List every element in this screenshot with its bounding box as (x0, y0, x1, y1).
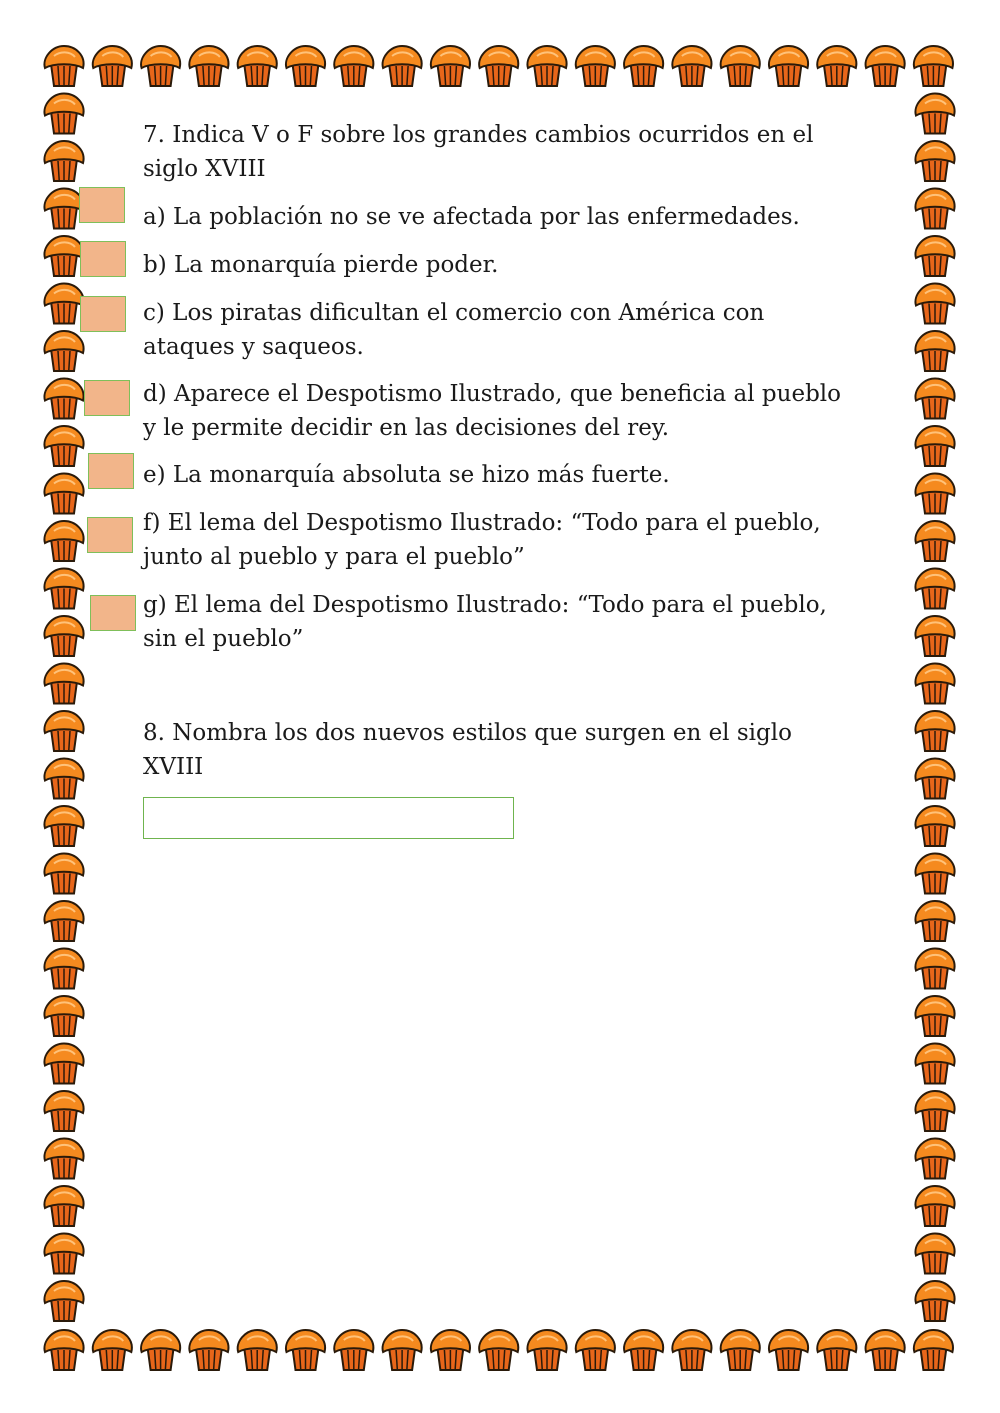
muffin-icon (915, 379, 954, 419)
muffin-icon (383, 46, 422, 86)
muffin-icon (576, 1330, 615, 1370)
muffin-icon (44, 1281, 83, 1321)
question-7-title: 7. Indica V o F sobre los grandes cambios ocurridos en el siglo XVIII (143, 122, 814, 182)
muffin-icon (624, 46, 663, 86)
question-7-item-a: a) La población no se ve afectada por las enfermedades. (143, 204, 800, 230)
muffin-icon (817, 1330, 856, 1370)
muffin-icon (44, 854, 83, 894)
muffin-icon (431, 1330, 470, 1370)
muffin-icon (286, 1330, 325, 1370)
muffin-icon (141, 46, 180, 86)
muffin-icon (915, 1044, 954, 1084)
muffin-icon (93, 46, 132, 86)
muffin-icon (915, 331, 954, 371)
muffin-icon (576, 46, 615, 86)
muffin-icon (915, 521, 954, 561)
muffin-icon (44, 379, 83, 419)
muffin-icon (672, 1330, 711, 1370)
muffin-icon (44, 616, 83, 656)
muffin-icon (44, 284, 83, 324)
muffin-icon (44, 1330, 83, 1370)
muffin-icon (915, 616, 954, 656)
muffin-icon (238, 46, 277, 86)
muffin-icon (44, 1044, 83, 1084)
muffin-icon (914, 46, 953, 86)
muffin-icon (721, 46, 760, 86)
question-8-answer-input[interactable] (143, 797, 514, 839)
muffin-icon (866, 1330, 905, 1370)
muffin-icon (915, 759, 954, 799)
muffin-icon (44, 46, 83, 86)
question-7-item-b: b) La monarquía pierde poder. (143, 252, 499, 278)
muffin-icon (44, 236, 83, 276)
muffin-icon (527, 46, 566, 86)
muffin-icon (44, 521, 83, 561)
muffin-icon (915, 854, 954, 894)
muffin-icon (817, 46, 856, 86)
muffin-icon (44, 569, 83, 609)
answer-box-g[interactable] (90, 595, 136, 631)
question-7-item-d: d) Aparece el Despotismo Ilustrado, que beneficia al pueblo y le permite decidir en las decisiones del rey. (143, 381, 842, 441)
muffin-icon (44, 189, 83, 229)
muffin-icon (915, 474, 954, 514)
muffin-icon (915, 901, 954, 941)
muffin-icon (238, 1330, 277, 1370)
muffin-icon (44, 141, 83, 181)
muffin-icon (44, 1186, 83, 1226)
muffin-icon (915, 1234, 954, 1274)
muffin-icon (915, 1281, 954, 1321)
muffin-icon (44, 996, 83, 1036)
muffin-icon (383, 1330, 422, 1370)
muffin-icon (915, 1139, 954, 1179)
muffin-icon (189, 46, 228, 86)
muffin-icon (44, 1139, 83, 1179)
question-7-item-e: e) La monarquía absoluta se hizo más fuerte. (143, 462, 670, 488)
muffin-icon (44, 664, 83, 704)
answer-box-b[interactable] (80, 241, 126, 277)
muffin-icon (44, 426, 83, 466)
muffin-icon (915, 569, 954, 609)
muffin-icon (286, 46, 325, 86)
question-7-item-g: g) El lema del Despotismo Ilustrado: “Todo para el pueblo, sin el pueblo” (143, 592, 827, 652)
muffin-icon (44, 474, 83, 514)
muffin-icon (915, 94, 954, 134)
muffin-icon (915, 806, 954, 846)
answer-box-a[interactable] (79, 187, 125, 223)
muffin-icon (915, 996, 954, 1036)
answer-box-f[interactable] (87, 517, 133, 553)
muffin-icon (527, 1330, 566, 1370)
muffin-icon (44, 759, 83, 799)
muffin-icon (672, 46, 711, 86)
muffin-icon (915, 1091, 954, 1131)
muffin-icon (334, 1330, 373, 1370)
muffin-icon (93, 1330, 132, 1370)
muffin-icon (915, 711, 954, 751)
muffin-icon (769, 1330, 808, 1370)
muffin-icon (915, 949, 954, 989)
muffin-icon (44, 331, 83, 371)
muffin-icon (915, 664, 954, 704)
muffin-icon (479, 46, 518, 86)
muffin-icon (769, 46, 808, 86)
answer-box-c[interactable] (80, 296, 126, 332)
muffin-icon (44, 711, 83, 751)
muffin-icon (915, 284, 954, 324)
muffin-icon (189, 1330, 228, 1370)
muffin-icon (915, 141, 954, 181)
muffin-icon (334, 46, 373, 86)
muffin-icon (44, 1234, 83, 1274)
muffin-icon (44, 806, 83, 846)
muffin-icon (914, 1330, 953, 1370)
answer-box-d[interactable] (84, 380, 130, 416)
muffin-icon (44, 949, 83, 989)
question-7-item-c: c) Los piratas dificultan el comercio con América con ataques y saqueos. (143, 300, 765, 360)
muffin-icon (915, 426, 954, 466)
muffin-icon (915, 1186, 954, 1226)
muffin-icon (915, 236, 954, 276)
muffin-icon (431, 46, 470, 86)
muffin-icon (141, 1330, 180, 1370)
muffin-icon (479, 1330, 518, 1370)
muffin-icon (44, 94, 83, 134)
question-8-title: 8. Nombra los dos nuevos estilos que surgen en el siglo XVIII (143, 720, 792, 780)
answer-box-e[interactable] (88, 453, 134, 489)
muffin-icon (915, 189, 954, 229)
muffin-icon (866, 46, 905, 86)
muffin-icon (44, 1091, 83, 1131)
question-7-item-f: f) El lema del Despotismo Ilustrado: “Todo para el pueblo, junto al pueblo y para el pueblo” (143, 510, 821, 570)
muffin-icon (721, 1330, 760, 1370)
muffin-icon (44, 901, 83, 941)
muffin-icon (624, 1330, 663, 1370)
